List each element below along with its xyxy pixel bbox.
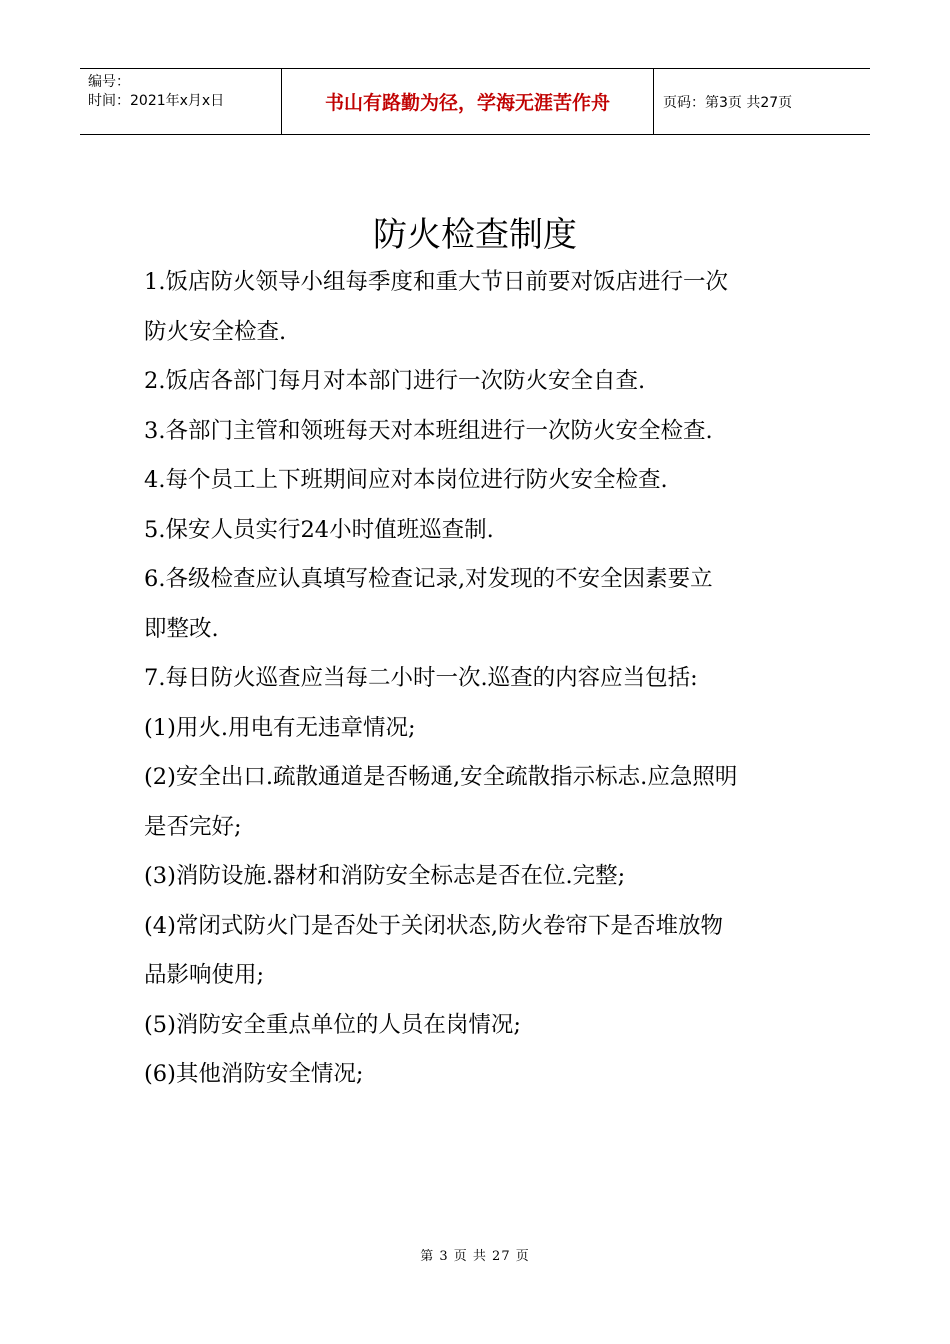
list-item-5: (5)消防安全重点单位的人员在岗情况;	[144, 1011, 521, 1038]
header-meta-cell	[80, 69, 282, 134]
document-number-label: 编号：	[88, 74, 130, 90]
list-item-1: (1)用火.用电有无违章情况;	[144, 714, 416, 741]
list-item-2: (2)安全出口.疏散通道是否畅通,安全疏散指示标志.应急照明 是否完好;	[144, 764, 738, 840]
paragraph-5: 5.保安人员实行24小时值班巡查制.	[144, 516, 494, 543]
paragraph-3: 3.各部门主管和领班每天对本班组进行一次防火安全检查.	[144, 417, 713, 444]
paragraph-1: 1.饭店防火领导小组每季度和重大节日前要对饭店进行一次 防火安全检查.	[144, 269, 728, 345]
list-item-4: (4)常闭式防火门是否处于关闭状态,防火卷帘下是否堆放物 品影响使用;	[144, 912, 724, 988]
header-page-info: 页码：第3页 共27页	[663, 94, 793, 111]
list-item-3: (3)消防设施.器材和消防安全标志是否在位.完整;	[144, 863, 626, 889]
header-motto: 书山有路勤为径，学海无涯苦作舟	[282, 69, 654, 134]
document-body	[144, 258, 824, 1100]
document-time-label: 时间：2021年x月x日	[88, 93, 225, 109]
document-title: 防火检查制度	[373, 215, 577, 255]
paragraph-4: 4.每个员工上下班期间应对本岗位进行防火安全检查.	[144, 467, 668, 493]
paragraph-6: 6.各级检查应认真填写检查记录,对发现的不安全因素要立 即整改.	[144, 566, 713, 642]
paragraph-7: 7.每日防火巡查应当每二小时一次.巡查的内容应当包括:	[144, 665, 698, 691]
list-item-6: (6)其他消防安全情况;	[144, 1061, 364, 1087]
page-header	[80, 68, 870, 135]
page-footer: 第 3 页 共 27 页	[420, 1249, 530, 1264]
paragraph-2: 2.饭店各部门每月对本部门进行一次防火安全自查.	[144, 368, 646, 394]
